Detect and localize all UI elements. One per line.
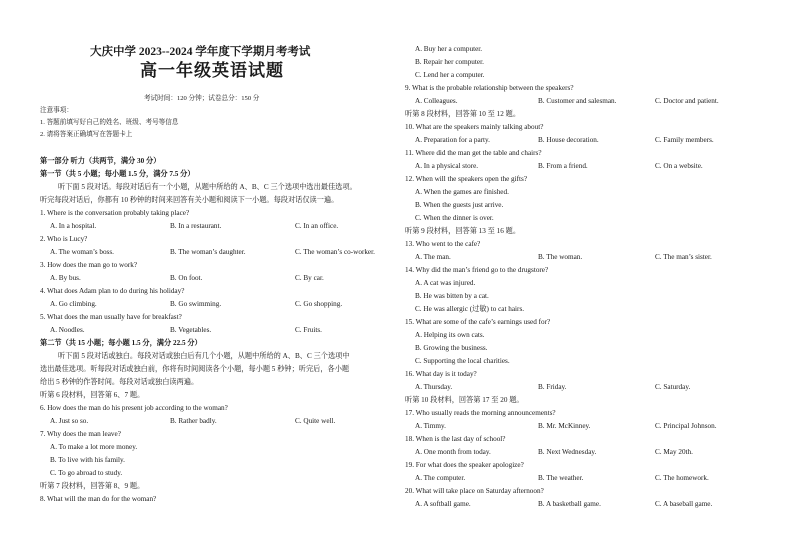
q11-option-c: C. On a website.: [655, 162, 703, 170]
q3-option-b: B. On foot.: [170, 274, 203, 282]
question-16: 16. What day is it today?: [405, 370, 477, 378]
material-9: 听第 9 段材料，回答第 13 至 16 题。: [405, 227, 521, 235]
exam-info: 考试时间：120 分钟；试卷总分：150 分: [144, 95, 260, 102]
section2-instruction-1: 听下面 5 段对话或独白。每段对话或独白后有几个小题，从题中所给的 A、B、C 三个选项中: [58, 352, 350, 360]
question-1: 1. Where is the conversation probably taking place?: [40, 209, 190, 217]
question-6: 6. How does the man do his present job according to the woman?: [40, 404, 228, 412]
material-10: 听第 10 段材料，回答第 17 至 20 题。: [405, 396, 524, 404]
question-2: 2. Who is Lucy?: [40, 235, 88, 243]
question-17: 17. Who usually reads the morning announcements?: [405, 409, 556, 417]
q2-option-a: A. The woman’s boss.: [50, 248, 114, 256]
q2-option-c: C. The woman’s co-worker.: [295, 248, 375, 256]
q3-option-c: C. By car.: [295, 274, 324, 282]
q14-option-b: B. He was bitten by a cat.: [415, 292, 489, 300]
question-9: 9. What is the probable relationship between the speakers?: [405, 84, 574, 92]
q11-option-a: A. In a physical store.: [415, 162, 479, 170]
q20-option-a: A. A softball game.: [415, 500, 471, 508]
q6-option-c: C. Quite well.: [295, 417, 336, 425]
part1-heading: 第一部分 听力（共两节，满分 30 分）: [40, 157, 161, 165]
q12-option-c: C. When the dinner is over.: [415, 214, 494, 222]
question-11: 11. Where did the man get the table and chairs?: [405, 149, 542, 157]
q14-option-a: A. A cat was injured.: [415, 279, 476, 287]
notes-title: 注意事项：: [40, 107, 73, 114]
q19-option-a: A. The computer.: [415, 474, 466, 482]
question-4: 4. What does Adam plan to do during his holiday?: [40, 287, 185, 295]
q7-option-c: C. To go abroad to study.: [50, 469, 123, 477]
q20-option-b: B. A basketball game.: [538, 500, 601, 508]
q6-option-b: B. Rather badly.: [170, 417, 217, 425]
q16-option-a: A. Thursday.: [415, 383, 453, 391]
q14-option-c: C. He was allergic (过敏) to cat hairs.: [415, 305, 525, 313]
question-3: 3. How does the man go to work?: [40, 261, 138, 269]
q17-option-a: A. Timmy.: [415, 422, 446, 430]
q18-option-c: C. May 20th.: [655, 448, 693, 456]
question-13: 13. Who went to the cafe?: [405, 240, 481, 248]
q15-option-c: C. Supporting the local charities.: [415, 357, 510, 365]
q1-option-c: C. In an office.: [295, 222, 339, 230]
q9-option-b: B. Customer and salesman.: [538, 97, 617, 105]
question-14: 14. Why did the man’s friend go to the drugstore?: [405, 266, 549, 274]
q17-option-b: B. Mr. McKinney.: [538, 422, 591, 430]
q15-option-b: B. Growing the business.: [415, 344, 488, 352]
q12-option-a: A. When the games are finished.: [415, 188, 509, 196]
q16-option-c: C. Saturday.: [655, 383, 691, 391]
question-10: 10. What are the speakers mainly talking about?: [405, 123, 544, 131]
section1-heading: 第一节（共 5 小题；每小题 1.5 分，满分 7.5 分）: [40, 170, 195, 178]
question-5: 5. What does the man usually have for breakfast?: [40, 313, 182, 321]
q18-option-a: A. One month from today.: [415, 448, 491, 456]
q18-option-b: B. Next Wednesday.: [538, 448, 597, 456]
question-18: 18. When is the last day of school?: [405, 435, 506, 443]
q9-option-c: C. Doctor and patient.: [655, 97, 719, 105]
material-6: 听第 6 段材料，回答第 6、7 题。: [40, 391, 145, 399]
page-title: 高一年级英语试题: [140, 61, 284, 80]
question-12: 12. When will the speakers open the gifts?: [405, 175, 528, 183]
q8-option-b: B. Repair her computer.: [415, 58, 484, 66]
school-title: 大庆中学 2023--2024 学年度下学期月考考试: [90, 46, 311, 58]
q19-option-b: B. The weather.: [538, 474, 584, 482]
q4-option-b: B. Go swimming.: [170, 300, 222, 308]
q9-option-a: A. Colleagues.: [415, 97, 458, 105]
q5-option-a: A. Noodles.: [50, 326, 85, 334]
q7-option-b: B. To live with his family.: [50, 456, 125, 464]
q7-option-a: A. To make a lot more money.: [50, 443, 138, 451]
question-15: 15. What are some of the cafe’s earnings used for?: [405, 318, 551, 326]
q8-option-a: A. Buy her a computer.: [415, 45, 483, 53]
q8-option-c: C. Lend her a computer.: [415, 71, 485, 79]
question-7: 7. Why does the man leave?: [40, 430, 121, 438]
question-19: 19. For what does the speaker apologize?: [405, 461, 524, 469]
q15-option-a: A. Helping its own cats.: [415, 331, 485, 339]
section2-heading: 第二节（共 15 小题；每小题 1.5 分，满分 22.5 分）: [40, 339, 202, 347]
note-1: 1. 答题前填写好自己的姓名、班级、考号等信息: [40, 119, 179, 126]
q19-option-c: C. The homework.: [655, 474, 709, 482]
q12-option-b: B. When the guests just arrive.: [415, 201, 504, 209]
q13-option-a: A. The man.: [415, 253, 451, 261]
q4-option-c: C. Go shopping.: [295, 300, 343, 308]
q1-option-b: B. In a restaurant.: [170, 222, 222, 230]
question-8: 8. What will the man do for the woman?: [40, 495, 157, 503]
note-2: 2. 请将答案正确填写在答题卡上: [40, 131, 133, 138]
q3-option-a: A. By bus.: [50, 274, 81, 282]
q5-option-c: C. Fruits.: [295, 326, 322, 334]
q13-option-c: C. The man’s sister.: [655, 253, 712, 261]
q5-option-b: B. Vegetables.: [170, 326, 212, 334]
material-8: 听第 8 段材料，回答第 10 至 12 题。: [405, 110, 521, 118]
section2-instruction-3: 给出 5 秒钟的作答时间。每段对话或独白读两遍。: [40, 378, 199, 386]
q13-option-b: B. The woman.: [538, 253, 583, 261]
q16-option-b: B. Friday.: [538, 383, 567, 391]
section2-instruction-2: 选出最佳选项。听每段对话或独白前，你将有时间阅读各个小题，每小题 5 秒钟；听完后，各小题: [40, 365, 350, 373]
q10-option-a: A. Preparation for a party.: [415, 136, 490, 144]
q4-option-a: A. Go climbing.: [50, 300, 97, 308]
q10-option-b: B. House decoration.: [538, 136, 599, 144]
q6-option-a: A. Just so so.: [50, 417, 89, 425]
q20-option-c: C. A baseball game.: [655, 500, 713, 508]
q17-option-c: C. Principal Johnson.: [655, 422, 717, 430]
q2-option-b: B. The woman’s daughter.: [170, 248, 246, 256]
q10-option-c: C. Family members.: [655, 136, 714, 144]
question-20: 20. What will take place on Saturday afternoon?: [405, 487, 544, 495]
section1-instruction-2: 听完每段对话后，你都有 10 秒钟的时间来回答有关小题和阅读下一小题。每段对话仅读一遍。: [40, 196, 339, 204]
q1-option-a: A. In a hospital.: [50, 222, 97, 230]
q11-option-b: B. From a friend.: [538, 162, 588, 170]
material-7: 听第 7 段材料，回答第 8、9 题。: [40, 482, 145, 490]
section1-instruction-1: 听下面 5 段对话。每段对话后有一个小题，从题中所给的 A、B、C 三个选项中选出最佳选项。: [58, 183, 357, 191]
